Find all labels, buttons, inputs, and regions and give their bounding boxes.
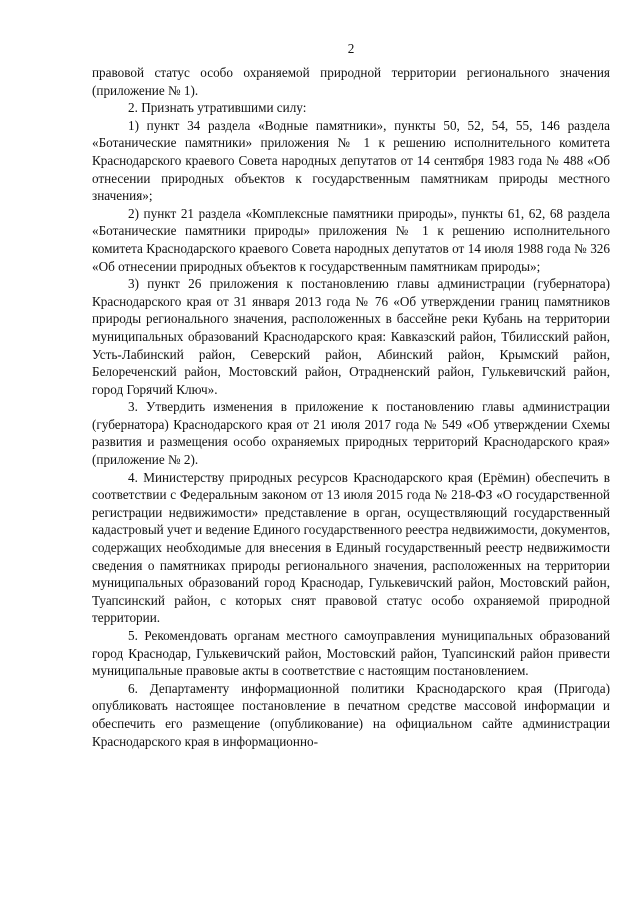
paragraph: 6. Департаменту информационной политики Краснодарского края (Пригода) опубликовать настоящее постановление в печатном средстве массовой информации и обеспечить его размещение (опубликование) на официальном сайте администрации Краснодарского края в информационно-: [92, 680, 610, 749]
paragraph: 2) пункт 21 раздела «Комплексные памятники природы», пункты 61, 62, 68 раздела «Ботанические памятники природы» приложения № 1 к решению исполнительного комитета Краснодарского краевого Совета народных депутатов от 14 июля 1988 года № 326 «Об отнесении природных объектов к государственным памятникам природы»;: [92, 205, 610, 274]
paragraph: 2. Признать утратившими силу:: [128, 100, 307, 116]
paragraph: 5. Рекомендовать органам местного самоуправления муниципальных образований город Краснодар, Гулькевичский район, Мостовский район, Туапсинский район привести муниципальные правовые акты в соответствие с настоящим постановлением.: [92, 628, 610, 679]
paragraph: 3. Утвердить изменения в приложение к постановлению главы администрации (губернатора) Краснодарского края от 21 июля 2017 года № 549 «Об утверждении Схемы развития и размещения особо охраняемых природных территорий Краснодарского края» (приложение № 2).: [92, 399, 610, 468]
paragraph: правовой статус особо охраняемой природной территории регионального значения (приложение № 1).: [92, 65, 610, 98]
page-number: 2: [347, 41, 355, 56]
paragraph: 1) пункт 34 раздела «Водные памятники», пункты 50, 52, 54, 55, 146 раздела «Ботанические памятники» приложения № 1 к решению исполнительного комитета Краснодарского краевого Совета народных депутатов от 14 сентября 1983 года № 488 «Об отнесении природных объектов к государственным памятникам природы местного значения»;: [92, 117, 610, 204]
paragraph: 4. Министерству природных ресурсов Краснодарского края (Ерёмин) обеспечить в соответствии с Федеральным законом от 13 июля 2015 года № 218-ФЗ «О государственной регистрации недвижимости» представление в орган, осуществляющий государственный кадастровый учет и ведение Единого государственного реестра недвижимости, документов, содержащих необходимые для внесения в Единый государственный реестр недвижимости сведения о памятниках природы регионального значения, расположенных на территории муниципальных образований город Краснодар, Гулькевичский район, Мостовский район, Туапсинский район, с которых снят правовой статус особо охраняемой природной территории.: [92, 469, 611, 626]
paragraph: 3) пункт 26 приложения к постановлению главы администрации (губернатора) Краснодарского края от 31 января 2013 года № 76 «Об утверждении границ памятников природы регионального значения, расположенных в бассейне реки Кубань на территории муниципальных образований Краснодарского края: Кавказский район, Тбилисский район, Усть-Лабинский район, Северский район, Абинский район, Крымский район, Белореченский район, Мостовский район, Отрадненский район, Гулькевичский район, город Горячий Ключ».: [92, 276, 610, 397]
document-body: [92, 64, 610, 750]
